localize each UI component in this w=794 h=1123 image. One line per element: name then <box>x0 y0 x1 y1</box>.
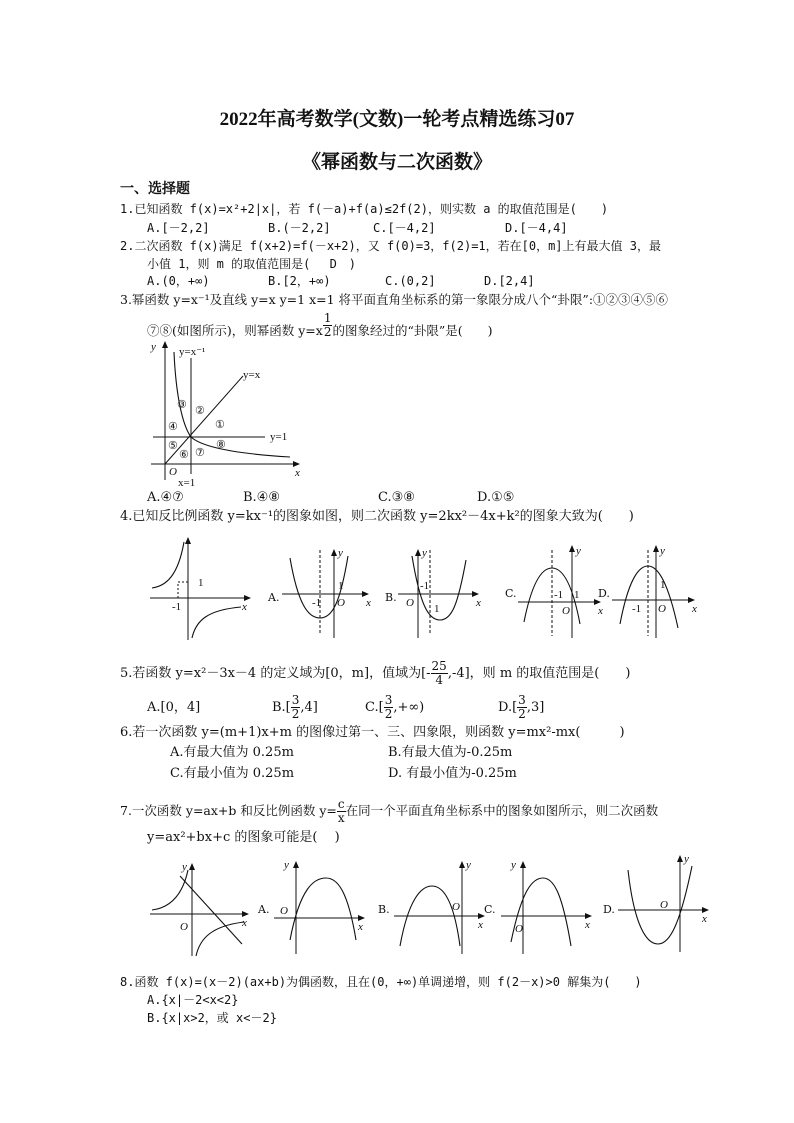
q4d-neg1: -1 <box>632 603 642 615</box>
q2-stem-line2: 小值 1，则 m 的取值范围是( D ) <box>147 257 357 271</box>
q4-graph-c <box>516 542 611 642</box>
q7-frac-den: x <box>337 811 345 825</box>
q5-fraction <box>431 660 448 687</box>
q7-graph-d <box>614 852 714 958</box>
q3-region-5: ⑤ <box>168 440 178 452</box>
q3-line-label: y=x <box>243 369 261 381</box>
q7-origin: O <box>180 921 188 933</box>
q5-frac-num: 25 <box>431 659 447 673</box>
q3-option-d[interactable]: D.①⑤ <box>477 490 515 505</box>
q1-stem: 1.已知函数 f(x)=x²+2|x|，若 f(－a)+f(a)≤2f(2)，则实数 a 的取值范围是( ) <box>120 202 609 216</box>
q4d-y: y <box>660 545 665 557</box>
q4c-y: y <box>576 545 581 557</box>
q4b-one: 1 <box>434 603 440 615</box>
q3-vline-label: x=1 <box>178 477 196 489</box>
q7-stem-b: 在同一个平面直角坐标系中的图象如图所示，则二次函数 <box>345 803 659 818</box>
q7c-origin: O <box>515 923 523 935</box>
q4-option-d[interactable]: D. <box>598 587 610 600</box>
q1-option-d[interactable]: D.[－4,4] <box>505 221 568 235</box>
q3-stem-a: ⑦⑧(如图所示)，则幂函数 y=x <box>147 323 323 338</box>
q6-stem: 6.若一次函数 y=(m+1)x+m 的图像过第一、三、四象限，则函数 y=mx²-mx( ) <box>120 725 625 740</box>
q1-option-a[interactable]: A.[－2,2] <box>147 221 210 235</box>
q2-option-b[interactable]: B.[2，+∞) <box>268 274 331 288</box>
q7-stem-a: 7.一次函数 y=ax+b 和反比例函数 y= <box>120 803 337 818</box>
q4-x-axis: x <box>242 601 247 613</box>
q4a-x: x <box>366 597 371 609</box>
q4-neg1: -1 <box>172 601 182 613</box>
q5d-post: ,3] <box>526 700 545 715</box>
q3-y-label: y <box>151 341 156 353</box>
q5-stem-a: 5.若函数 y=x²－3x－4 的定义域为[0，m]，值域为[- <box>120 666 431 681</box>
q5c-post: ,+∞) <box>393 700 425 715</box>
q7a-y: y <box>284 859 289 871</box>
q2-option-c[interactable]: C.(0,2] <box>385 274 436 288</box>
q3-exp-den: 2 <box>323 325 332 339</box>
q8-option-b[interactable]: B.{x|x>2，或 x<－2} <box>147 1011 277 1025</box>
q5-stem-b: ,-4]，则 m 的取值范围是( ) <box>447 666 631 681</box>
q3-region-6: ⑥ <box>179 449 189 461</box>
q7a-origin: O <box>280 905 288 917</box>
q2-stem-line1: 2.二次函数 f(x)满足 f(x+2)=f(－x+2)，又 f(0)=3，f(2)=1，若在[0，m]上有最大值 3，最 <box>120 239 661 253</box>
q7c-y: y <box>511 859 516 871</box>
q6-option-c[interactable]: C.有最小值为 0.25m <box>170 766 295 781</box>
q5c-den: 2 <box>384 707 393 721</box>
page-subtitle: 《幂函数与二次函数》 <box>301 152 492 173</box>
q3-option-a[interactable]: A.④⑦ <box>147 490 184 505</box>
q5c-pre: C.[ <box>365 700 384 715</box>
q4-option-c[interactable]: C. <box>505 587 517 600</box>
q5d-pre: D.[ <box>498 700 518 715</box>
q7-option-d[interactable]: D. <box>603 903 615 916</box>
q4b-origin: O <box>406 597 414 609</box>
q7-option-b[interactable]: B. <box>378 903 390 916</box>
q6-option-a[interactable]: A.有最大值为 0.25m <box>170 745 294 760</box>
q5-frac-den: 4 <box>435 673 443 687</box>
q4a-neg1: -1 <box>312 597 322 609</box>
q5c-num: 3 <box>384 693 393 707</box>
q3-stem-line1: 3.幂函数 y=x⁻¹及直线 y=x y=1 x=1 将平面直角坐标系的第一象限分成八个“卦限”:①②③④⑤⑥ <box>120 292 669 307</box>
q3-region-1: ① <box>215 419 225 431</box>
q3-region-8: ⑧ <box>216 439 226 451</box>
q1-option-c[interactable]: C.[－4,2] <box>373 221 436 235</box>
q7-graph-c <box>497 858 597 958</box>
q2-option-d[interactable]: D.[2,4] <box>484 274 535 288</box>
q7-stem-line2: y=ax²+bx+c 的图象可能是( ) <box>147 830 340 845</box>
q4d-origin: O <box>658 603 666 615</box>
q4-stem: 4.已知反比例函数 y=kx⁻¹的图象如图，则二次函数 y=2kx²－4x+k²的图象大致为( ) <box>120 509 634 524</box>
q7-option-c[interactable]: C. <box>484 903 496 916</box>
q4b-y: y <box>422 547 427 559</box>
q3-figure <box>145 338 310 488</box>
q4-graph-a <box>280 546 375 641</box>
q4a-one: 1 <box>338 580 344 592</box>
q5-option-d[interactable] <box>498 694 544 721</box>
section-heading: 一、选择题 <box>120 181 190 197</box>
q8-option-a[interactable]: A.{x|－2<x<2} <box>147 993 239 1007</box>
q3-x-label: x <box>295 467 300 479</box>
q2-option-a[interactable]: A.(0，+∞) <box>147 274 210 288</box>
q4-graph-d <box>610 542 705 642</box>
q7-given-graph <box>146 860 256 960</box>
q5-option-a[interactable]: A.[0，4] <box>147 700 201 715</box>
q3-region-3: ③ <box>177 399 187 411</box>
q7b-y: y <box>466 859 471 871</box>
q7d-y: y <box>684 853 689 865</box>
q3-region-7: ⑦ <box>195 447 205 459</box>
q4-one: 1 <box>198 577 204 589</box>
q7b-origin: O <box>452 901 460 913</box>
q3-region-2: ② <box>195 405 205 417</box>
q7-frac-num: c <box>337 797 345 811</box>
q4c-origin: O <box>562 605 570 617</box>
q1-option-b[interactable]: B.(－2,2] <box>268 221 331 235</box>
q5-stem <box>120 660 630 687</box>
q7-option-a[interactable]: A. <box>258 903 270 916</box>
q4-option-a[interactable]: A. <box>268 591 280 604</box>
q5b-frac <box>291 694 301 721</box>
q3-option-c[interactable]: C.③⑧ <box>378 490 415 505</box>
q5-option-b[interactable] <box>272 694 318 721</box>
q4a-y: y <box>338 547 343 559</box>
q4-option-b[interactable]: B. <box>385 591 397 604</box>
q4b-x: x <box>476 597 481 609</box>
q7-graph-a <box>270 858 370 958</box>
q5c-frac <box>384 694 394 721</box>
q3-hline-label: y=1 <box>270 431 288 443</box>
q5b-post: ,4] <box>300 700 318 715</box>
q3-curve-label: y=x⁻¹ <box>179 346 206 358</box>
q5b-pre: B.[ <box>272 700 291 715</box>
q4b-neg1: -1 <box>420 580 430 592</box>
q4c-one: 1 <box>574 589 580 601</box>
q7a-x: x <box>358 921 363 933</box>
q7d-x: x <box>702 913 707 925</box>
q7-graph-b <box>390 858 490 958</box>
q3-exponent <box>323 312 333 339</box>
q3-origin-label: O <box>169 466 177 478</box>
q3-option-b[interactable]: B.④⑧ <box>243 490 280 505</box>
q4d-one: 1 <box>660 579 666 591</box>
q7-fraction <box>337 798 346 825</box>
q5d-frac <box>517 694 527 721</box>
q7-stem-line1 <box>120 798 658 825</box>
q7-x-axis: x <box>242 917 247 929</box>
q4a-origin: O <box>337 597 345 609</box>
q4d-x: x <box>692 603 697 615</box>
q5-option-c[interactable] <box>365 694 424 721</box>
q4c-neg1: -1 <box>554 589 564 601</box>
q5b-num: 3 <box>291 693 300 707</box>
q4c-x: x <box>598 605 603 617</box>
q7b-x: x <box>478 919 483 931</box>
q3-stem-b: 的图象经过的“卦限”是( ) <box>332 323 493 338</box>
q3-exp-num: 1 <box>323 311 332 325</box>
q7-y-axis: y <box>182 861 187 873</box>
q6-option-b[interactable]: B.有最大值为-0.25m <box>388 745 513 760</box>
q5d-den: 2 <box>518 707 526 721</box>
q5b-den: 2 <box>291 707 300 721</box>
q7c-x: x <box>585 919 590 931</box>
q5d-num: 3 <box>518 693 526 707</box>
q6-option-d[interactable]: D. 有最小值为-0.25m <box>388 766 517 781</box>
q4-given-graph <box>146 534 256 644</box>
q3-region-4: ④ <box>168 421 178 433</box>
q8-stem: 8.函数 f(x)=(x－2)(ax+b)为偶函数，且在(0，+∞)单调递增，则 f(2－x)>0 解集为( ) <box>120 975 642 989</box>
q7d-origin: O <box>660 899 668 911</box>
q4-graph-b <box>396 546 491 641</box>
page-title: 2022年高考数学(文数)一轮考点精选练习07 <box>219 109 575 130</box>
